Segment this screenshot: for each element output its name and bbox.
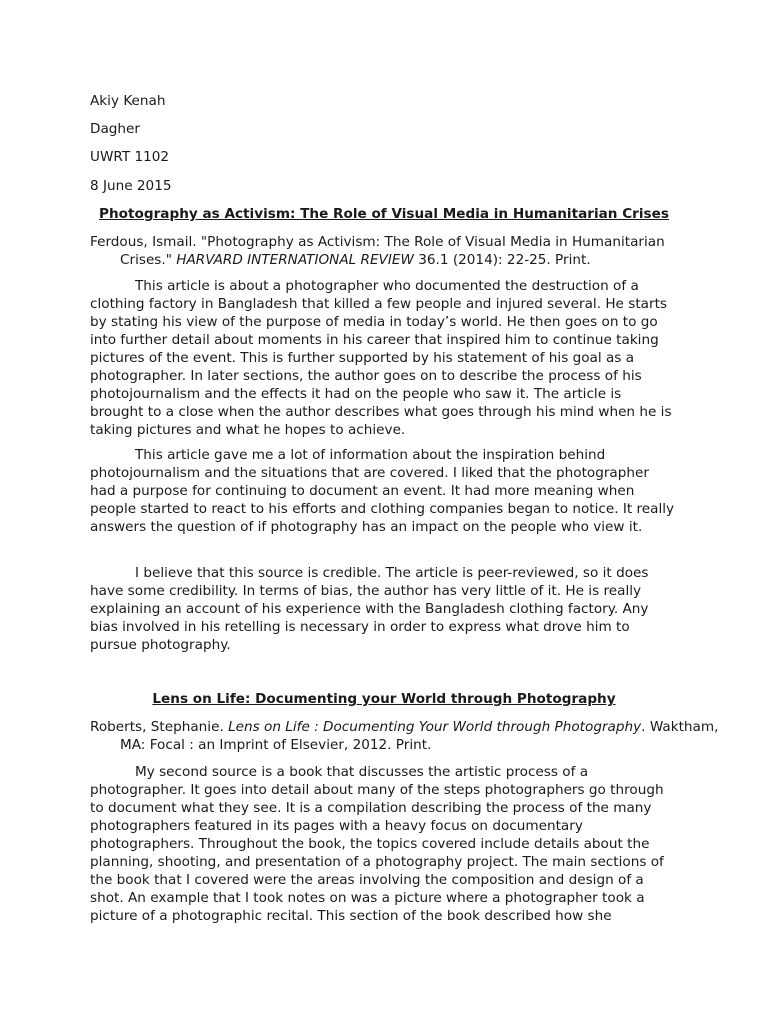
source1-citation-journal: HARVARD INTERNATIONAL REVIEW bbox=[176, 252, 414, 268]
source1-reflection-paragraph: This article gave me a lot of information about the inspiration behind photojournalism and the situations that are covered. I liked that the photographer had a purpose for continuing to document an event. It had more meaning when people started to react to his efforts and clothing companies began to notice. It really answers the question of if photography has an impact on the people who view it. bbox=[90, 447, 675, 535]
instructor-name: Dagher bbox=[90, 121, 140, 137]
source1-credibility-paragraph: I believe that this source is credible. The article is peer-reviewed, so it does have some credibility. In terms of bias, the author has very little of it. He is really explaining an account of his experience with the Bangladesh clothing factory. Any bias involved in his retelling is necessary in order to express what drove him to pursue photography. bbox=[90, 565, 649, 653]
source2-title: Lens on Life: Documenting your World through Photography bbox=[152, 691, 616, 707]
source2-citation-pre: Roberts, Stephanie. bbox=[90, 719, 229, 735]
author-name: Akiy Kenah bbox=[90, 93, 166, 109]
source2-citation bbox=[90, 718, 720, 754]
date: 8 June 2015 bbox=[90, 178, 172, 194]
course-code: UWRT 1102 bbox=[90, 149, 170, 165]
source1-citation-pre: Ferdous, Ismail. "Photography as Activism: The Role of Visual Media in Humanitarian Crises." bbox=[90, 234, 665, 268]
source1-citation-post: 36.1 (2014): 22-25. Print. bbox=[413, 252, 591, 268]
source1-summary-paragraph: This article is about a photographer who documented the destruction of a clothing factory in Bangladesh that killed a few people and injured several. He starts by stating his view of the purpose of media in today’s world. He then goes on to go into further detail about moments in his career that inspired him to continue taking pictures of the event. This is further supported by his statement of his goal as a photographer. In later sections, the author goes on to describe the process of his photojournalism and the effects it had on the people who saw it. The article is brought to a close when the author describes what goes through his mind when he is taking pictures and what he hopes to achieve. bbox=[90, 278, 672, 438]
source2-summary-paragraph: My second source is a book that discusses the artistic process of a photographer. It goes into detail about many of the steps photographers go through to document what they see. It is a compilation describing the process of the many photographers featured in its pages with a heavy focus on documentary photographers. Throughout the book, the topics covered include details about the planning, shooting, and presentation of a photography project. The main sections of the book that I covered were the areas involving the composition and design of a shot. An example that I took notes on was a picture where a photographer took a picture of a photographic recital. This section of the book described how she bbox=[90, 764, 664, 924]
source2-citation-book: Lens on Life : Documenting Your World through Photography bbox=[228, 719, 642, 735]
source1-title: Photography as Activism: The Role of Visual Media in Humanitarian Crises bbox=[99, 206, 669, 222]
source2-citation-post: . Waktham, MA: Focal : an Imprint of Elsevier, 2012. Print. bbox=[120, 719, 719, 753]
source1-citation bbox=[90, 233, 720, 269]
